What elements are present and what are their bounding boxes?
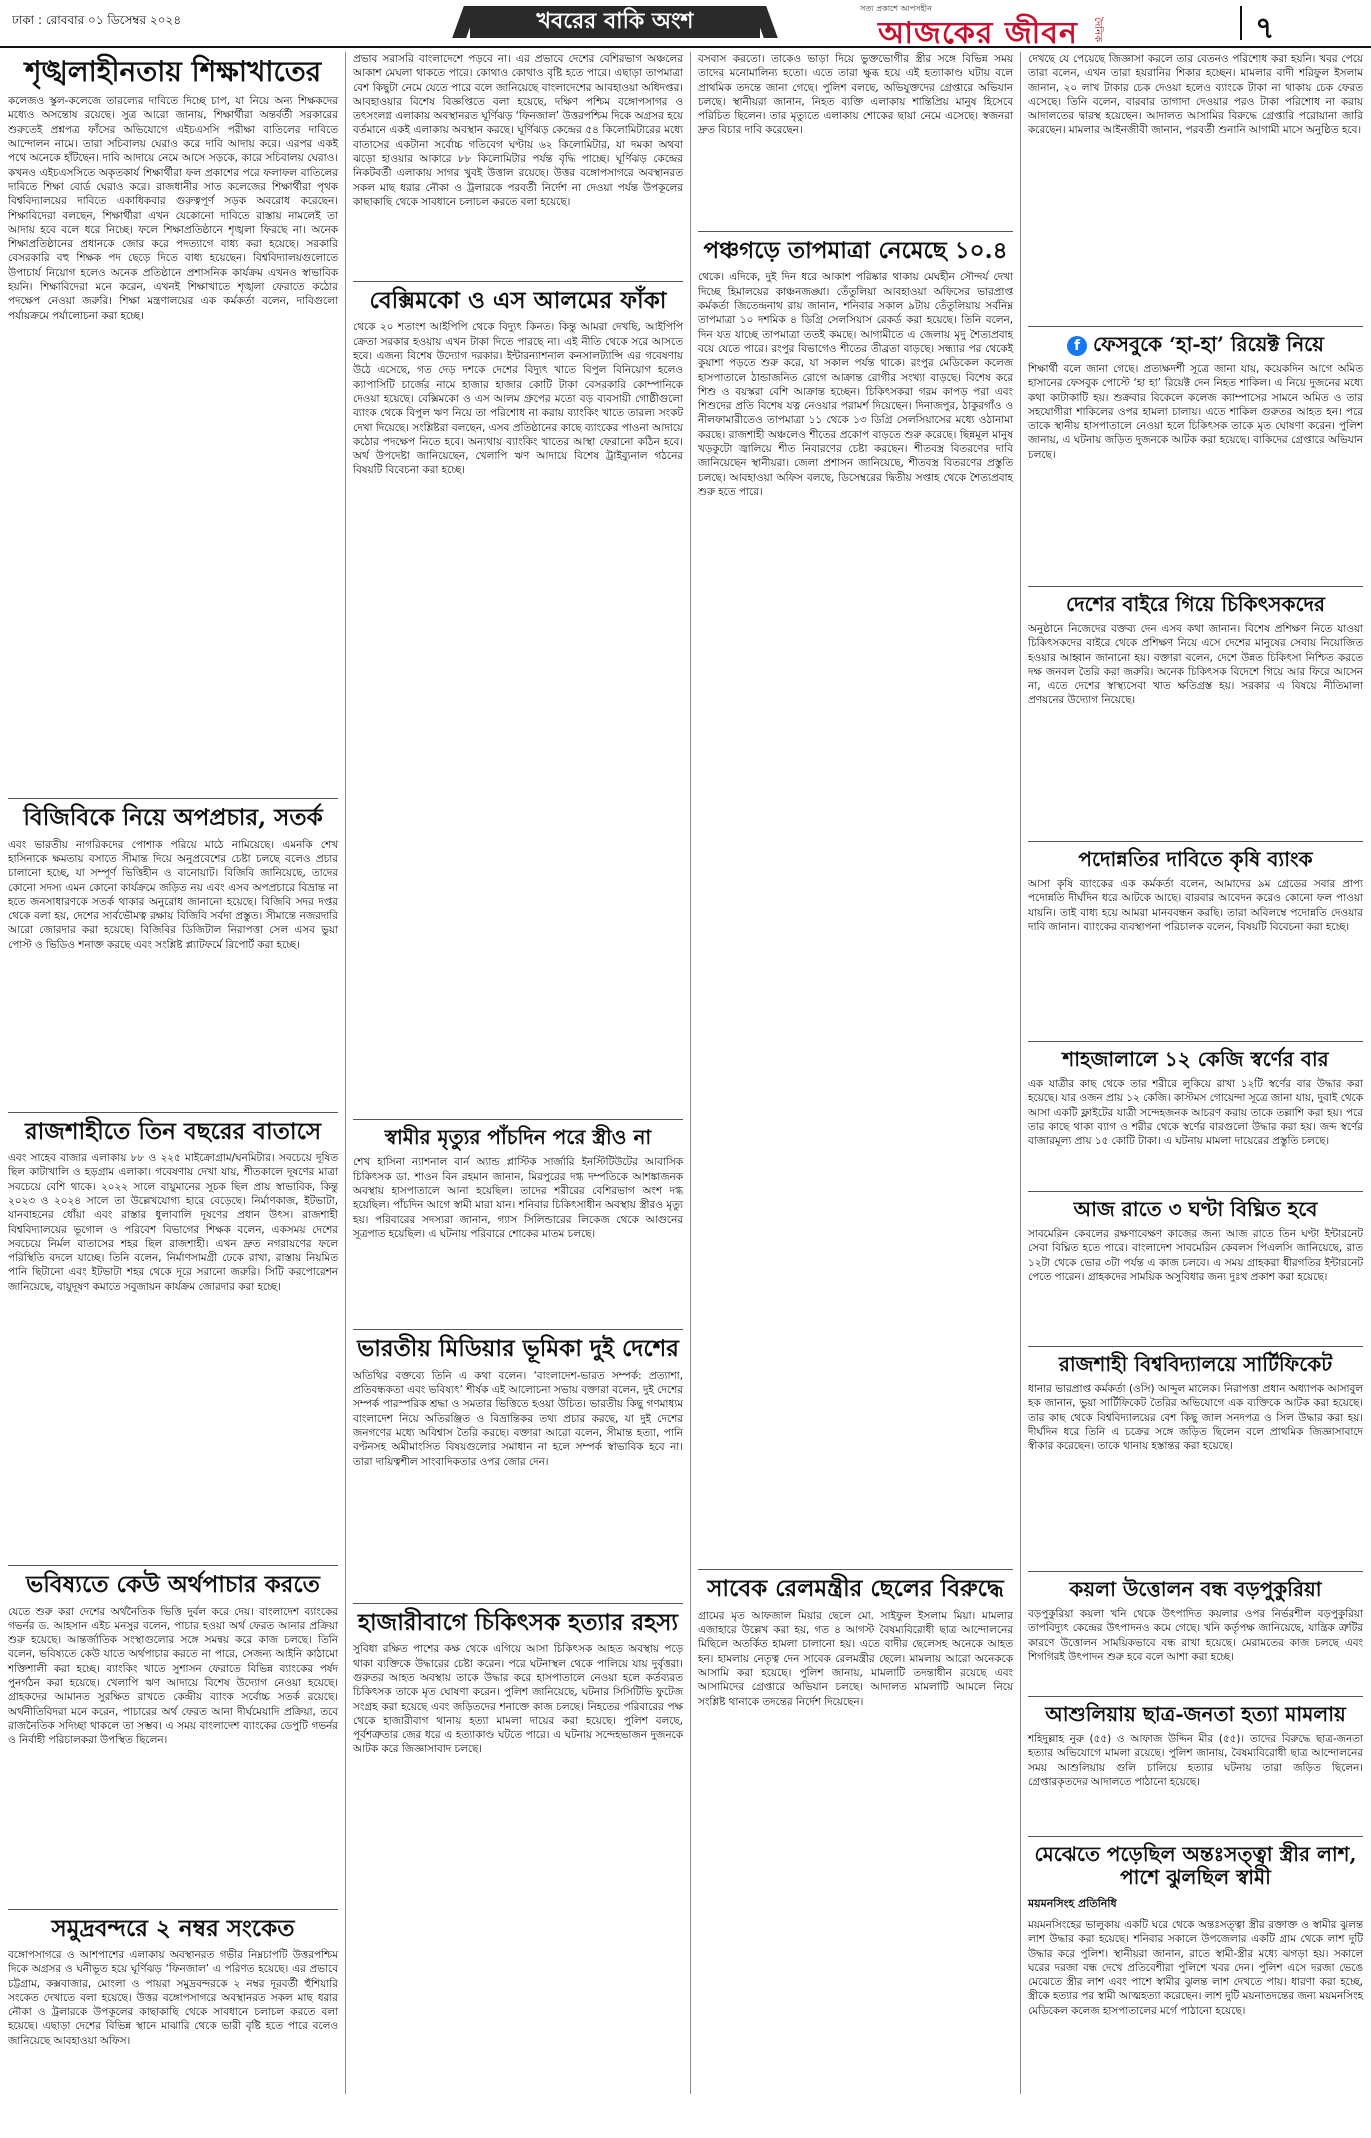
newspaper-logo (860, 3, 1160, 51)
dateline: ঢাকা : রোববার ০১ ডিসেম্বর ২০২৪ (12, 13, 182, 27)
headline-seaport-signal: সমুদ্রবন্দরে ২ নম্বর সংকেত (51, 1914, 295, 1942)
article-cyclone-continued-body: প্রভাব সরাসরি বাংলাদেশে পড়বে না। এর প্রভাবে দেশের বেশিরভাগ অঞ্চলের আকাশ মেঘলা থাকতে পারে। কোথাও কোথাও বৃষ্টি হতে পারে। এছাড়া তাপমাত্রা বেশ কিছুটা নেমে যেতে পারে বলে জানিয়েছে বাংলাদেশের আবহাওয়া অধিদপ্তর। আবহাওয়ার বিশেষ বিজ্ঞপ্তিতে বলা হয়েছে, দক্ষিণ পশ্চিম বঙ্গোপসাগর ও তৎসংলগ্ন এলাকায় অবস্থানরত ঘূর্ণিঝড় ‘ফিনজাল’ উত্তরপশ্চিম দিকে অগ্রসর হয়ে বর্তমানে একই এলাকায় অবস্থান করছে। ঘূর্ণিঝড় কেন্দ্রের ৫৪ কিলোমিটারের মধ্যে বাতাসের একটানা সর্বোচ্চ গতিবেগ ঘণ্টায় ৬২ কিলোমিটার, যা দমকা অথবা ঝড়ো হাওয়ার আকারে ৮৮ কিলোমিটার পর্যন্ত বৃদ্ধি পাচ্ছে। ঘূর্ণিঝড় কেন্দ্রের নিকটবর্তী এলাকায় সাগর খুবই উত্তাল রয়েছে। উত্তর বঙ্গোপসাগরে অবস্থানরত সকল মাছ ধরার নৌকা ও ট্রলারকে পরবর্তী নির্দেশ না দেওয়া পর্যন্ত উপকূলের কাছাকাছি থেকে সাবধানে চলাচল করতে বলা হয়েছে। (353, 53, 683, 208)
divider (1028, 1571, 1363, 1572)
logo-name: আজকের জীবন (878, 16, 1078, 51)
divider (1028, 326, 1363, 327)
article-barapukuria-body: বড়পুকুরিয়া কয়লা খনি থেকে উৎপাদিত কয়লার ওপর নির্ভরশীল বড়পুকুরিয়া তাপবিদ্যুৎ কেন্দ্রের উৎপাদনও কমে গেছে। খনি কর্তৃপক্ষ জানিয়েছে, যান্ত্রিক ত্রুটির কারণে উত্তোলন সাময়িকভাবে বন্ধ রাখা হয়েছে। মেরামতের কাজ চলছে এবং শিগগিরই উৎপাদন শুরু হবে বলে আশা করা হচ্ছে। (1028, 1608, 1363, 1663)
column-d (1028, 52, 1363, 2094)
article-krishi-bank-body: আসা কৃষি ব্যাংকের এক কর্মকর্তা বলেন, আমাদের ৯ম গ্রেডের সবার প্রাপ্য পদোন্নতি দীর্ঘদিন ধরে আটকে আছে। বারবার আবেদন করেও কোনো ফল পাওয়া যায়নি। তাই বাধ্য হয়ে আমরা মানববন্ধন করছি। তারা অবিলম্বে পদোন্নতি দেওয়ার দাবি জানান। ব্যাংকের ব্যবস্থাপনা পরিচালক বলেন, বিষয়টি বিবেচনা করা হচ্ছে। (1028, 878, 1363, 933)
article-panchagarh-body: থেকে। এদিকে, দুই দিন ধরে আকাশ পরিষ্কার থাকায় মেঘহীন সৌন্দর্য দেখা দিচ্ছে হিমালয়ের কাঞ্চনজঙ্ঘা। তেঁতুলিয়া আবহাওয়া অফিসের ভারপ্রাপ্ত কর্মকর্তা জিতেন্দ্রনাথ রায় জানান, শনিবার সকাল ৯টায় তেঁতুলিয়ায় সর্বনিম্ন তাপমাত্রা ১০ দশমিক ৪ ডিগ্রি সেলসিয়াস রেকর্ড করা হয়েছে। তিনি বলেন, দিন যত যাচ্ছে তাপমাত্রা ততই কমছে। আগামীতে এ জেলায় মৃদু শৈত্যপ্রবাহ বয়ে যেতে পারে। রংপুর বিভাগেও শীতের তীব্রতা বাড়ছে। সন্ধ্যার পর থেকেই কুয়াশা পড়তে শুরু করে, যা সকাল পর্যন্ত থাকে। রংপুর মেডিকেল কলেজ হাসপাতালে ঠান্ডাজনিত রোগে আক্রান্ত রোগীর সংখ্যা বাড়ছে। বিশেষ করে শিশু ও বয়স্করা বেশি আক্রান্ত হচ্ছেন। চিকিৎসকরা গরম কাপড় পরা এবং শিশুদের প্রতি বিশেষ যত্ন নেওয়ার পরামর্শ দিয়েছেন। দিনাজপুর, ঠাকুরগাঁও ও নীলফামারীতেও তাপমাত্রা ১১ থেকে ১৩ ডিগ্রি সেলসিয়াসের মধ্যে ওঠানামা করছে। রাজশাহী অঞ্চলেও শীতের প্রকোপ বাড়তে শুরু করেছে। ছিন্নমূল মানুষ খড়কুটো জ্বালিয়ে শীত নিবারণের চেষ্টা করছেন। শীতবস্ত্র বিতরণের দাবি জানিয়েছেন স্থানীয়রা। জেলা প্রশাসন জানিয়েছে, শীতবস্ত্র বিতরণের প্রস্তুতি চলছে। আবহাওয়া অফিস বলছে, ডিসেম্বরের দ্বিতীয় সপ্তাহ থেকে শৈত্যপ্রবাহ শুরু হতে পারে। (698, 271, 1013, 498)
headline-ashulia: আশুলিয়ায় ছাত্র-জনতা হত্যা মামলায় (1045, 1702, 1346, 1726)
column-c (698, 52, 1013, 2094)
article-internet-disruption-body: সাবমেরিন কেবলের রক্ষণাবেক্ষণ কাজের জন্য আজ রাতে তিন ঘণ্টা ইন্টারনেট সেবা বিঘ্নিত হতে পারে। বাংলাদেশ সাবমেরিন কেবলস পিএলসি জানিয়েছে, রাত ১২টা থেকে ভোর ৩টা পর্যন্ত এ কাজ চলবে। এ সময় গ্রাহকরা ধীরগতির ইন্টারনেট পেতে পারেন। গ্রাহকদের সাময়িক অসুবিধার জন্য দুঃখ প্রকাশ করা হয়েছে। (1028, 1228, 1363, 1283)
article-gold-bars-body: এক যাত্রীর কাছ থেকে তার শরীরে লুকিয়ে রাখা ১২টি স্বর্ণের বার উদ্ধার করা হয়েছে। যার ওজন প্রায় ১২ কেজি। কাস্টমস গোয়েন্দা সূত্রে জানা যায়, দুবাই থেকে আসা একটি ফ্লাইটের যাত্রী সন্দেহজনক আচরণ করায় তাকে তল্লাশি করা হয়। পরে তার কাছে থাকা ব্যাগ ও শরীর থেকে স্বর্ণের বারগুলো উদ্ধার করা হয়। জব্দ স্বর্ণের বাজারমূল্য প্রায় ১৫ কোটি টাকা। এ ঘটনায় মামলা দায়েরের প্রস্তুতি চলছে। (1028, 1078, 1363, 1148)
divider (1028, 1836, 1363, 1837)
headline-bgb: বিজিবিকে নিয়ে অপপ্রচার, সতর্ক (23, 804, 323, 832)
divider (1028, 586, 1363, 587)
headline-panchagarh: পঞ্চগড়ে তাপমাত্রা নেমেছে ১০.৪ (703, 237, 1008, 264)
column-a (8, 52, 338, 2094)
article-ru-certificate-body: ধানার ভারপ্রাপ্ত কর্মকর্তা (ওসি) আব্দুল মালেক। নিরাপত্তা প্রধান অধ্যাপক আসাবুল হক জানান, ভুয়া সার্টিফিকেট তৈরির অভিযোগে এক ব্যক্তিকে আটক করা হয়েছে। তার কাছ থেকে বিশ্ববিদ্যালয়ের বেশ কিছু জাল সনদপত্র ও সিল উদ্ধার করা হয়। দীর্ঘদিন ধরে তিনি এ চক্রের সঙ্গে জড়িত ছিলেন বলে প্রাথমিক জিজ্ঞাসাবাদে স্বীকার করেছেন। তাকে থানায় হস্তান্তর করা হয়েছে। (1028, 1383, 1363, 1453)
article-facebook-body: শিক্ষার্থী বলে জানা গেছে। প্রত্যক্ষদর্শী সূত্রে জানা যায়, কয়েকদিন আগে অমিত হাসানের ফেসবুক পোস্টে ‘হা হা’ রিয়েক্ট দেন নিহত শাকিল। এ নিয়ে দুজনের মধ্যে কথা কাটাকাটি হয়। শুক্রবার বিকেলে কলেজ ক্যাম্পাসের সামনে অমিত ও তার সহযোগীরা শাকিলের ওপর হামলা চালায়। এতে শাকিল গুরুতর আহত হন। পরে তাকে স্থানীয় হাসপাতালে নেওয়া হলে চিকিৎসক তাকে মৃত ঘোষণা করেন। পুলিশ জানায়, এ ঘটনায় জড়িত দুজনকে আটক করা হয়েছে। বাকিদের গ্রেপ্তারে অভিযান চলছে। (1028, 363, 1363, 461)
headline-facebook (1028, 333, 1363, 356)
article-ashulia-body: শহিদুল্লাহ নুরু (৫৫) ও আফাজ উদ্দিন মীর (৫৫)। তাদের বিরুদ্ধে ছাত্র-জনতা হত্যার অভিযোগে মামলা রয়েছে। পুলিশ জানায়, বৈষম্যবিরোধী ছাত্র আন্দোলনের সময় আশুলিয়ায় গুলি চালিয়ে হত্যার ঘটনায় তারা জড়িত ছিলেন। গ্রেপ্তারকৃতদের আদালতে পাঠানো হয়েছে। (1028, 1733, 1363, 1788)
headline-barapukuria: কয়লা উত্তোলন বন্ধ বড়পুকুরিয়া (1069, 1577, 1322, 1601)
headline-beximco: বেক্সিমকো ও এস আলমের ফাঁকা (369, 287, 667, 314)
article-education-body: কলেজও স্কুল-কলেজে তারল্যের দাবিতে দিচ্ছে চাপ, যা নিয়ে অন্য শিক্ষকদের মধ্যেও অসন্তোষ রয়েছে। সুত্র আরো জানায়, শিক্ষার্থীরা অন্তর্বর্তী সরকারের শুরুতেই প্রশ্নপত্র ফাঁসের অভিযোগে এইচএসসি পরীক্ষা বাতিলের দাবিতে আন্দোলন নামে। তারা সচিবালয় ঘেরাও করে দাবি আদায় করে। এরপর একই পথে অনেকে হাঁটছেন। দাবি আদায়ে নেমে আসে সড়কে, কারে সচিবালয় ঘেরাও। কখনও এইচএসসিতে অকৃতকার্য শিক্ষার্থীরা ফল প্রকাশের পরে ফলাফল বাতিলের দাবিতে শিক্ষা বোর্ড ঘেরাও করে। রাজধানীর সাত কলেজের শিক্ষার্থীরা পৃথক বিশ্ববিদ্যালয়ের দাবিতে একাধিকবার গুরুত্বপূর্ণ সড়ক অবরোধ করেছেন। শিক্ষাবিদেরা বলছেন, শিক্ষার্থীরা এখন যেকোনো দাবিতে রাস্তায় নামলেই তা আদায় হবে বলে ধরে নিচ্ছে। ফলে শিক্ষাপ্রতিষ্ঠানে শৃঙ্খলা ফিরছে না। অনেক শিক্ষাপ্রতিষ্ঠানের প্রধানকে জোর করে পদত্যাগে বাধ্য করা হয়েছে। সরকারি বেসরকারি বহু শিক্ষক পদ ছেড়ে দিতে বাধ্য হয়েছেন। বিশ্ববিদ্যালয়গুলোতে উপাচার্য নিয়োগ হলেও অনেক প্রতিষ্ঠানে প্রশাসনিক কার্যক্রম এখনও স্বাভাবিক হয়নি। শিক্ষাবিদেরা মনে করেন, এখনই শিক্ষাখাতে শৃঙ্খলা ফেরাতে কঠোর পদক্ষেপ নেওয়া জরুরি। শিক্ষা মন্ত্রণালয়ের এক কর্মকর্তা বলেন, দাবিগুলো পর্যায়ক্রমে পর্যালোচনা করা হচ্ছে। (8, 95, 338, 322)
article-cheque-continued-body: দেখছে যে পেয়েছে জিজ্ঞাসা করলে তার বেতনও পরিশোধ করা হয়নি। খবর পেয়ে তারা বলেন, এখন তারা হয়রানির শিকার হচ্ছেন। মামলার বাদী শরিফুল ইসলাম জানান, ২০ লাখ টাকার চেক দেওয়া হলেও ব্যাংকে টাকা না থাকায় চেক ফেরত এসেছে। তিনি বলেন, বারবার তাগাদা দেওয়ার পরও টাকা পরিশোধ না করায় আদালতের দ্বারস্থ হয়েছেন। আদালত আসামির বিরুদ্ধে গ্রেপ্তারি পরোয়ানা জারি করেছেন। মামলার আইনজীবী জানান, পরবর্তী শুনানি আগামী মাসে অনুষ্ঠিত হবে। (1028, 53, 1363, 137)
logo-tagline: সত্য প্রকাশে আপসহীন (860, 4, 932, 13)
headline-indian-media: ভারতীয় মিডিয়ার ভূমিকা দুই দেশের (357, 1335, 679, 1363)
divider (8, 1565, 338, 1566)
headline-hazaribagh: হাজারীবাগে চিকিৎসক হত্যার রহস্য (357, 1608, 679, 1636)
page-header (0, 0, 1371, 51)
headline-money-laundering: ভবিষ্যতে কেউ অর্থপাচার করতে (26, 1571, 320, 1599)
article-doctors-abroad-body: অনুষ্ঠানে নিজেদের বক্তব্য দেন এসব কথা জানান। বিশেষ প্রশিক্ষণ নিতে যাওয়া চিকিৎসকদের বাইরে থেকে প্রশিক্ষণ নিয়ে এসে দেশের মানুষের সেবায় নিয়োজিত হওয়ার আহ্বান জানানো হয়। বক্তারা বলেন, দেশে উন্নত চিকিৎসা নিশ্চিত করতে দক্ষ জনবল তৈরি করা জরুরি। অনেক চিকিৎসক বিদেশে গিয়ে আর ফিরে আসেন না, এতে দেশের স্বাস্থ্যসেবা খাত ক্ষতিগ্রস্ত হয়। সরকার এ বিষয়ে নীতিমালা প্রণয়নের উদ্যোগ নিয়েছে। (1028, 623, 1363, 707)
divider (353, 1119, 683, 1120)
logo-daily: দৈনিক (1092, 17, 1103, 43)
headline-gold-bars: শাহজালালে ১২ কেজি স্বর্ণের বার (1062, 1047, 1329, 1071)
headline-husband-death: স্বামীর মৃত্যুর পাঁচদিন পরে স্ত্রীও না (384, 1125, 652, 1150)
article-beximco-body: থেকে ২০ শতাংশ আইপিপি থেকে বিদ্যুৎ কিনত। কিন্তু আমরা দেখছি, আইপিপি ক্রেতা সরকার হওয়ায় এখন টাকা দিতে পারছে না। এই নীতি থেকে সরে আসতে হবে। এজন্য বিশেষ উদ্যোগ দরকার। ইন্টারন্যাশনাল কনসালট্যান্সি এর গবেষণায় উঠে এসেছে, গত দেড় দশকে দেশের বিদ্যুৎ খাতে বিপুল বিনিয়োগ হলেও ক্যাপাসিটি চার্জের নামে হাজার হাজার কোটি টাকা বেসরকারি কোম্পানিকে দেওয়া হয়েছে। বেক্সিমকো ও এস আলম গ্রুপের মতো বড় ব্যবসায়ী গোষ্ঠীগুলো ব্যাংক থেকে বিপুল ঋণ নিয়ে তা পরিশোধ না করায় ব্যাংকিং খাতে তারল্য সংকট দেখা দিয়েছে। সংশ্লিষ্টরা বলছেন, এসব প্রতিষ্ঠানের কাছে ব্যাংকের পাওনা আদায়ে কঠোর পদক্ষেপ নিতে হবে। অন্যথায় ব্যাংকিং খাতের আস্থা ফেরানো কঠিন হবে। অর্থ উপদেষ্টা জানিয়েছেন, খেলাপি ঋণ আদায়ে বিশেষ ট্রাইব্যুনাল গঠনের বিষয়টি বিবেচনা করা হচ্ছে। (353, 321, 683, 477)
divider (1028, 1191, 1363, 1192)
divider (353, 1603, 683, 1604)
header-separator (1240, 6, 1242, 40)
article-indian-media-body: অতিথির বক্তব্যে তিনি এ কথা বলেন। ‘বাংলাদেশ-ভারত সম্পর্ক: প্রত্যাশা, প্রতিবন্ধকতা এবং ভবিষ্যৎ’ শীর্ষক এই আলোচনা সভায় বক্তারা বলেন, দুই দেশের সম্পর্ক পারস্পরিক শ্রদ্ধা ও সমতার ভিত্তিতে হওয়া উচিত। ভারতীয় কিছু গণমাধ্যম বাংলাদেশ নিয়ে অতিরঞ্জিত ও বিভ্রান্তিকর তথ্য প্রচার করছে, যা দুই দেশের জনগণের মধ্যে অবিশ্বাস তৈরি করছে। বক্তারা আরো বলেন, সীমান্ত হত্যা, পানি বণ্টনসহ অমীমাংসিত বিষয়গুলোর সমাধান না হলে সম্পর্ক স্বাভাবিক হবে না। তারা দায়িত্বশীল সাংবাদিকতার ওপর জোর দেন। (353, 1369, 683, 1468)
divider (1028, 1346, 1363, 1347)
column-rule (345, 52, 346, 2094)
divider (8, 798, 338, 799)
column-rule (690, 52, 691, 2094)
article-husband-death-body: শেখ হাসিনা ন্যাশনাল বার্ন অ্যান্ড প্লাস্টিক সার্জারি ইনস্টিটিউটের আবাসিক চিকিৎসক ডা. শাওন বিন রহমান জানান, মিরপুরের দগ্ধ দম্পতিকে আশঙ্কাজনক অবস্থায় হাসপাতালে আনা হয়েছিল। তাদের শরীরের বেশিরভাগ অংশ দগ্ধ হয়েছিল। পাঁচদিন আগে স্বামী মারা যান। শনিবার চিকিৎসাধীন অবস্থায় স্ত্রীরও মৃত্যু হয়। পরিবারের সদস্যরা জানান, গ্যাস সিলিন্ডারের লিকেজ থেকে আগুনের সূত্রপাত হয়েছিল। এ ঘটনায় পরিবারে শোকের মাতম চলছে। (353, 1156, 683, 1240)
divider (8, 1909, 338, 1910)
divider (8, 1112, 338, 1113)
headline-pregnant-wife: মেঝেতে পড়েছিল অন্তঃসত্ত্বা স্ত্রীর লাশ, পাশে ঝুলছিল স্বামী (1034, 1842, 1357, 1889)
divider (1028, 841, 1363, 842)
headline-internet-disruption: আজ রাতে ৩ ঘণ্টা বিঘ্নিত হবে (1073, 1197, 1318, 1221)
divider (698, 1569, 1013, 1570)
article-bgb-body: এবং ভারতীয় নাগরিকদের পোশাক পরিয়ে মাঠে নামিয়েছে। এমনকি শেখ হাসিনাকে ক্ষমতায় বসাতে সীমান্ত দিয়ে অনুপ্রবেশের চেষ্টা চলছে বলেও প্রচার চালানো হচ্ছে, যা সম্পূর্ণ ভিত্তিহীন ও বানোয়াট। বিজিবি জানিয়েছে, তাদের কোনো সদস্য এমন কোনো কার্যক্রমে জড়িত নয় এবং এসব অপপ্রচারে বিভ্রান্ত না হতে জনসাধারণকে সতর্ক থাকার অনুরোধ জানানো হয়েছে। বিজিবি সদর দপ্তর থেকে বলা হয়, দেশের সার্বভৌমত্ব রক্ষায় বিজিবি সর্বদা প্রস্তুত। সীমান্তে নজরদারি আরো জোরদার করা হয়েছে। বিজিবির ডিজিটাল নিরাপত্তা সেল এসব ভুয়া পোস্ট ও ভিডিও শনাক্ত করছে এবং সংশ্লিষ্ট প্ল্যাটফর্মে রিপোর্ট করা হচ্ছে। (8, 838, 338, 951)
article-seaport-signal-body: বঙ্গোপসাগরে ও আশপাশের এলাকায় অবস্থানরত গভীর নিম্নচাপটি উত্তরপশ্চিম দিকে অগ্রসর ও ঘনীভূত হয়ে ঘূর্ণিঝড় ‘ফিনজাল’ এ পরিণত হয়েছে। এর প্রভাবে চট্টগ্রাম, কক্সবাজার, মোংলা ও পায়রা সমুদ্রবন্দরকে ২ নম্বর দূরবর্তী হুঁশিয়ারি সংকেত দেখাতে বলা হয়েছে। উত্তর বঙ্গোপসাগরে অবস্থানরত সকল মাছ ধরার নৌকা ও ট্রলারকে উপকূলের কাছাকাছি থেকে সাবধানে চলাচল করতে বলা হয়েছে। এছাড়া দেশের বিভিন্ন স্থানে মাঝারি থেকে ভারী বৃষ্টি হতে পারে বলেও জানিয়েছে আবহাওয়া অফিস। (8, 1948, 338, 2047)
article-rajshahi-air-body: এবং সাহেব বাজার এলাকায় ৮৮ ও ২২৫ মাইক্রোগ্রাম/ঘনমিটার। সবচেয়ে দূষিত ছিল কাটাখালি ও হড়গ্রাম এলাকা। গবেষণায় দেখা যায়, শীতকালে দূষণের মাত্রা সবচেয়ে বেশি থাকে। ২০২২ সালে বায়ুমানের সূচক ছিল প্রায় স্বাভাবিক, কিন্তু ২০২৩ ও ২০২৪ সালে তা উল্লেখযোগ্য হারে বেড়েছে। নির্মাণকাজ, ইটভাটা, যানবাহনের ধোঁয়া এবং রাস্তার ধুলাবালি দূষণের প্রধান উৎস। রাজশাহী বিশ্ববিদ্যালয়ের ভূগোল ও পরিবেশ বিভাগের শিক্ষক বলেন, একসময় দেশের সবচেয়ে নির্মল বাতাসের শহর ছিল রাজশাহী। এখন দ্রুত নগরায়ণের ফলে পরিস্থিতি বদলে যাচ্ছে। তিনি বলেন, নির্মাণসামগ্রী ঢেকে রাখা, রাস্তায় নিয়মিত পানি ছিটানো এবং ইটভাটা শহর থেকে দূরে সরানো জরুরি। সিটি করপোরেশন জানিয়েছে, বায়ুদূষণ কমাতে সবুজায়ন কার্যক্রম জোরদার করা হচ্ছে। (8, 1152, 338, 1293)
headline-rajshahi-air: রাজশাহীতে তিন বছরের বাতাসে (24, 1117, 322, 1145)
page-number: ৭ (1255, 11, 1275, 46)
divider (353, 281, 683, 282)
divider (1028, 1041, 1363, 1042)
headline-doctors-abroad: দেশের বাইরে গিয়ে চিকিৎসকদের (1065, 592, 1326, 616)
byline: ময়মনসিংহ প্রতিনিধি (1028, 1897, 1117, 1910)
headline-ru-certificate: রাজশাহী বিশ্ববিদ্যালয়ে সার্টিফিকেট (1058, 1352, 1333, 1376)
article-hazaribagh-body: সুবিধা রক্ষিত পাশের কক্ষ থেকে এগিয়ে আসা চিকিৎসক আহত অবস্থায় পড়ে থাকা ব্যক্তিকে উদ্ধারের চেষ্টা করেন। পরে ঘটনাস্থল থেকে পালিয়ে যায় দুর্বৃত্তরা। গুরুতর আহত অবস্থায় তাকে উদ্ধার করে হাসপাতালে নেওয়া হলে কর্তব্যরত চিকিৎসক তাকে মৃত ঘোষণা করেন। পুলিশ জানিয়েছে, ঘটনার সিসিটিভি ফুটেজ সংগ্রহ করা হয়েছে এবং জড়িতদের শনাক্তে কাজ চলছে। নিহতের পরিবারের পক্ষ থেকে হাজারীবাগ থানায় হত্যা মামলা দায়ের করা হয়েছে। পুলিশ বলছে, পূর্বশত্রুতার জের ধরে এ হত্যাকাণ্ড ঘটতে পারে। এ ঘটনায় সন্দেহভাজন দুজনকে আটক করে জিজ্ঞাসাবাদ চলছে। (353, 1643, 683, 1756)
article-pregnant-wife-body: ময়মনসিংহের ভালুকায় একটি ঘরে থেকে অন্তঃসত্ত্বা স্ত্রীর রক্তাক্ত ও স্বামীর ঝুলন্ত লাশ উদ্ধার করা হয়েছে। শনিবার সকালে উপজেলার একটি গ্রাম থেকে লাশ দুটি উদ্ধার করে পুলিশ। স্থানীয়রা জানান, রাতে স্বামী-স্ত্রীর মধ্যে ঝগড়া হয়। সকালে ঘরের দরজা বন্ধ দেখে প্রতিবেশীরা পুলিশে খবর দেন। পুলিশ এসে দরজা ভেঙে মেঝেতে স্ত্রীর লাশ এবং পাশে স্বামীর ঝুলন্ত লাশ দেখতে পায়। ধারণা করা হচ্ছে, স্ত্রীকে হত্যার পর স্বামী আত্মহত্যা করেছেন। লাশ দুটি ময়নাতদন্তের জন্য ময়মনসিংহ মেডিকেল কলেজ হাসপাতালের মর্গে পাঠানো হয়েছে। (1028, 1919, 1363, 2017)
headline-facebook-text: ফেসবুকে ‘হা-হা’ রিয়েক্ট নিয়ে (1093, 332, 1324, 356)
column-b (353, 52, 683, 2094)
facebook-icon: f (1067, 336, 1087, 356)
column-rule (1020, 52, 1021, 2094)
headline-rail-minister: সাবেক রেলমন্ত্রীর ছেলের বিরুদ্ধে (707, 1575, 1004, 1603)
article-murder-continued-body: বসবাস করতো। তাকেও ভাড়া দিয়ে ভুক্তভোগীর স্ত্রীর সঙ্গে বিভিন্ন সময় তাদের মনোমালিন্য হতো। এতে তারা ক্ষুব্ধ হয়ে এই হত্যাকাণ্ড ঘটায় বলে প্রাথমিক তদন্তে জানা গেছে। পুলিশ বলছে, অভিযুক্তদের গ্রেপ্তারে অভিযান চলছে। স্থানীয়রা জানান, নিহত ব্যক্তি এলাকায় শান্তিপ্রিয় মানুষ হিসেবে পরিচিত ছিলেন। তার মৃত্যুতে এলাকায় শোকের ছায়া নেমে এসেছে। স্বজনরা দ্রুত বিচার দাবি করেছেন। (698, 53, 1013, 137)
divider (353, 1329, 683, 1330)
article-rail-minister-body: গ্রামের মৃত আফজাল মিয়ার ছেলে মো. সাইফুল ইসলাম মিয়া। মামলার এজাহারে উল্লেখ করা হয়, গত ৪ আগস্ট বৈষম্যবিরোধী ছাত্র আন্দোলনের মিছিলে অতর্কিত হামলা চালানো হয়। এতে বাদীর ছেলেসহ অনেকে আহত হন। হামলায় নেতৃত্ব দেন সাবেক রেলমন্ত্রীর ছেলে। মামলায় আরো অনেককে আসামি করা হয়েছে। পুলিশ জানায়, মামলাটি তদন্তাধীন রয়েছে এবং আসামিদের গ্রেপ্তারে অভিযান চলছে। আদালত মামলাটি আমলে নিয়ে সংশ্লিষ্ট থানাকে তদন্তের নির্দেশ দিয়েছেন। (698, 1609, 1013, 1708)
article-money-laundering-body: যেতে শুরু করা দেশের অর্থনৈতিক ভিত্তি দুর্বল করে দেয়। বাংলাদেশ ব্যাংকের গভর্নর ড. আহসান এইচ মনসুর বলেন, পাচার হওয়া অর্থ ফেরত আনার প্রক্রিয়া শুরু হয়েছে। আন্তর্জাতিক সংস্থাগুলোর সঙ্গে সমন্বয় করে কাজ চলছে। তিনি বলেন, ভবিষ্যতে কেউ যাতে অর্থপাচার করতে না পারে, সেজন্য আইনি কাঠামো শক্তিশালী করা হচ্ছে। ব্যাংকিং খাতে সুশাসন ফেরাতে বিভিন্ন ব্যাংকের পর্ষদ পুনর্গঠন করা হয়েছে। খেলাপি ঋণ আদায়ে বিশেষ উদ্যোগ নেওয়া হয়েছে। গ্রাহকদের আমানত সুরক্ষিত রাখতে কেন্দ্রীয় ব্যাংক সর্বোচ্চ সতর্ক রয়েছে। অর্থনীতিবিদরা মনে করেন, পাচারের অর্থ ফেরত আনা দীর্ঘমেয়াদি প্রক্রিয়া, তবে রাজনৈতিক সদিচ্ছা থাকলে তা সম্ভব। এ সময় বাংলাদেশ ব্যাংকের ডেপুটি গভর্নর ও নির্বাহী পরিচালকরা উপস্থিত ছিলেন। (8, 1605, 338, 1747)
section-banner: খবরের বাকি অংশ (470, 6, 760, 38)
divider (1028, 1696, 1363, 1697)
headline-krishi-bank: পদোন্নতির দাবিতে কৃষি ব্যাংক (1078, 847, 1313, 871)
headline-education: শৃঙ্খলাহীনতায় শিক্ষাখাতের (24, 55, 322, 88)
divider (698, 231, 1013, 232)
